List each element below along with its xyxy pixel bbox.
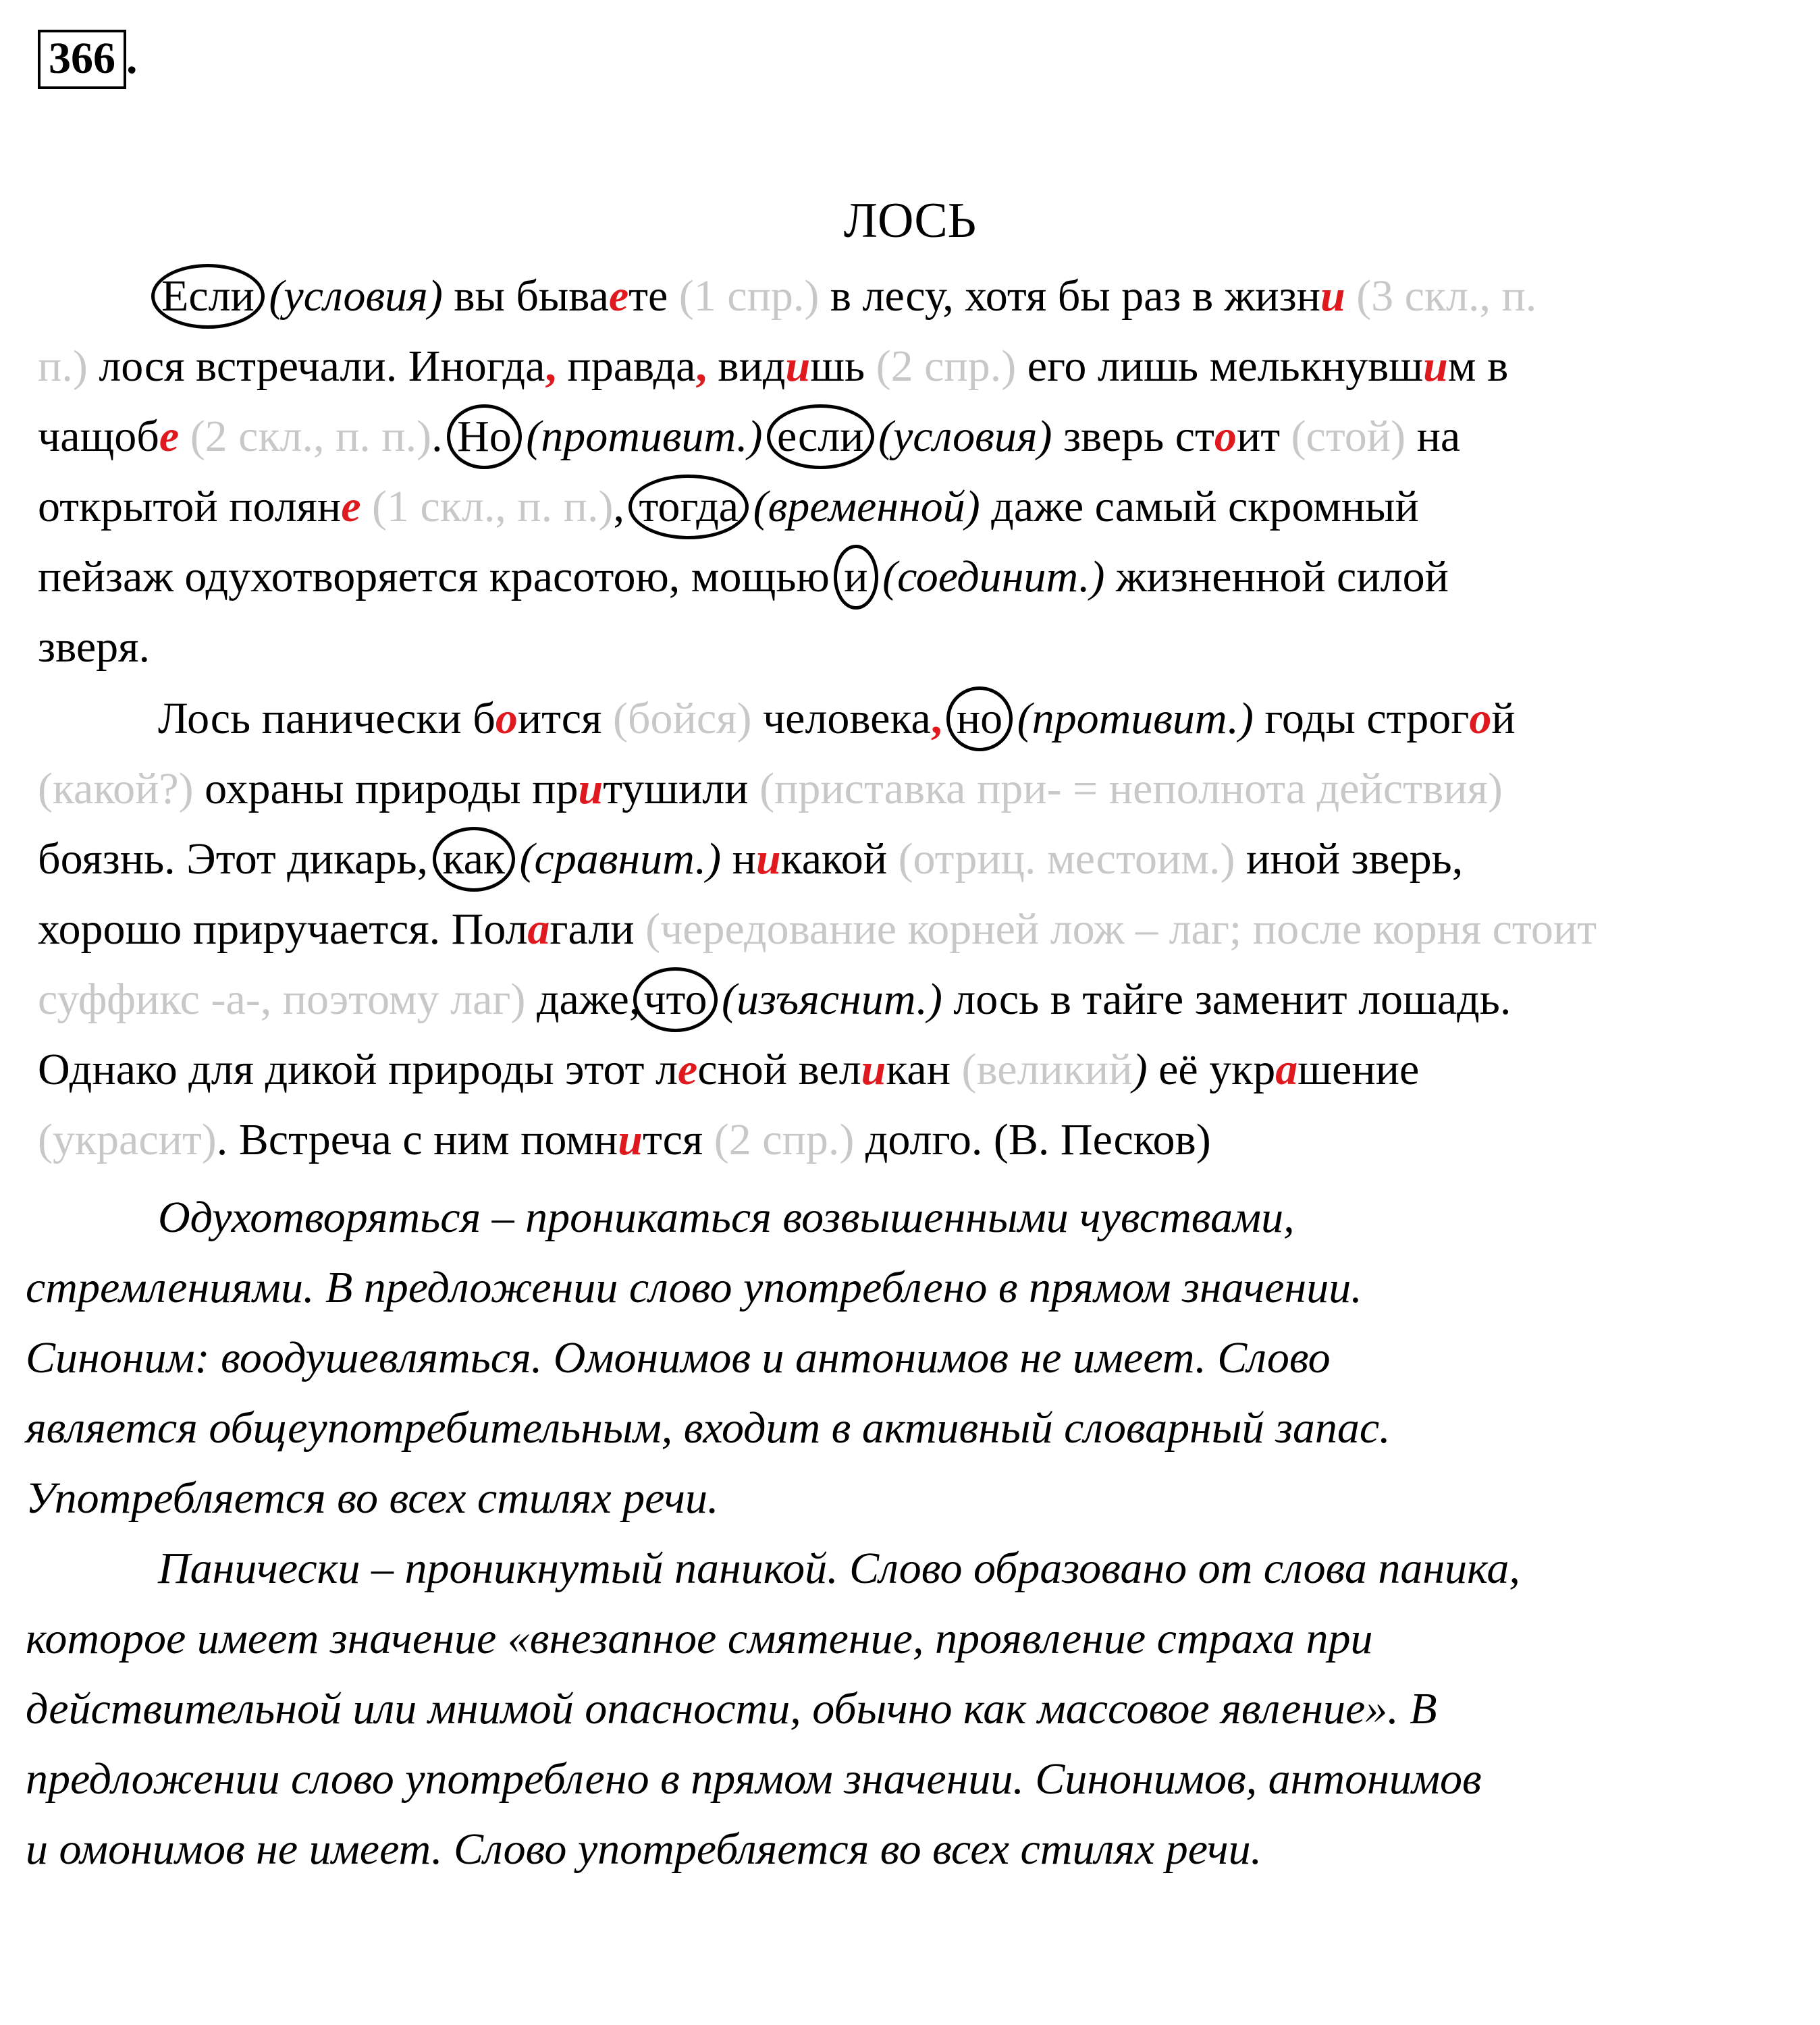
highlighted-letter: о: [1469, 694, 1492, 743]
text-title: ЛОСЬ: [843, 193, 977, 248]
conjunction-type-note: (противит.): [526, 412, 763, 461]
highlighted-letter: а: [527, 905, 550, 954]
highlighted-letter: и: [1320, 271, 1345, 321]
note-line: действительной или мнимой опасности, обычно как массовое явление». В: [26, 1684, 1437, 1733]
text-line: хорошо приручается. Полагали (чередование корней лож – лаг; после корня стоит: [38, 905, 1597, 954]
grammar-hint: суффикс -а-, поэтому лаг): [38, 975, 526, 1024]
highlighted-letter: и: [578, 764, 604, 813]
text-line: Лось панически боится (бойся) человека, но (противит.) годы строгой: [38, 684, 1766, 754]
word-note-2: [26, 1534, 1781, 1885]
text-line: пейзаж одухотворяется красотою, мощью и (соединит.) жизненной силой: [38, 542, 1766, 612]
word-note-1: [26, 1183, 1781, 1534]
task-number-box: 366: [38, 30, 126, 89]
conjunction-type-note: (сравнит.): [519, 834, 722, 884]
grammar-hint: (3 скл., п.: [1356, 271, 1537, 321]
text-line: п.) лося встречали. Иногда, правда, видишь (2 спр.) его лишь мелькнувшим в: [38, 342, 1509, 391]
circled-conjunction: если: [767, 404, 874, 469]
grammar-hint: а: [119, 1115, 139, 1164]
text-line: чащобе (2 скл., п. п.). Но (противит.) если (условия) зверь стоит (стой) на: [38, 402, 1766, 472]
text-line: Однако для дикой природы этот лесной великан (великий) её украшение: [38, 1045, 1420, 1094]
note-line: Одухотворяться – проникаться возвышенными чувствами,: [158, 1193, 1295, 1242]
conjunction-type-note: (противит.): [1017, 694, 1254, 743]
highlighted-letter: и: [1423, 342, 1448, 391]
grammar-hint: (отриц. местоим.): [898, 834, 1235, 884]
highlighted-letter: е: [341, 482, 361, 531]
circled-conjunction: что: [633, 967, 717, 1032]
note-line: Панически – проникнутый паникой. Слово образовано от слова паника,: [158, 1544, 1520, 1593]
highlighted-letter: и: [861, 1045, 886, 1094]
grammar-hint: о: [113, 764, 136, 813]
grammar-hint: (2 спр.): [714, 1115, 855, 1164]
note-line: и омонимов не имеет. Слово употребляется во всех стилях речи.: [26, 1825, 1262, 1874]
grammar-hint: (1 спр.): [678, 271, 820, 321]
highlighted-letter: и: [785, 342, 811, 391]
grammar-hint: сит): [138, 1115, 217, 1164]
text-line: суффикс -а-, поэтому лаг) даже,что (изъяснит.) лось в тайге заменит лошадь.: [38, 965, 1766, 1035]
conjunction-type-note: (временной): [753, 482, 980, 531]
note-line: предложении слово употреблено в прямом значении. Синонимов, антонимов: [26, 1754, 1482, 1804]
grammar-hint: п.): [38, 342, 88, 391]
grammar-hint: (стой): [1291, 412, 1406, 461]
circled-conjunction: Если: [151, 264, 265, 329]
grammar-hint: (2 скл., п. п.): [190, 412, 432, 461]
highlighted-comma: ,: [930, 694, 942, 743]
highlighted-letter: е: [677, 1045, 698, 1094]
grammar-hint: (1 скл., п. п.): [372, 482, 614, 531]
highlighted-letter: е: [159, 412, 180, 461]
conjunction-type-note: (условия): [269, 271, 443, 321]
note-line: Синоним: воодушевляться. Омонимов и антонимов не имеет. Слово: [26, 1333, 1331, 1382]
highlighted-comma: ,: [545, 342, 556, 391]
grammar-hint: (укр: [38, 1115, 119, 1164]
main-text-paragraph-1: [38, 261, 1766, 682]
text-line: открытой поляне (1 скл., п. п.), тогда (временной) даже самый скромный: [38, 472, 1766, 542]
conjunction-type-note: (условия): [878, 412, 1052, 461]
conjunction-type-note: (изъяснит.): [722, 975, 942, 1024]
grammar-hint: (как: [38, 764, 113, 813]
conjunction-type-note: (соединит.): [882, 552, 1105, 601]
circled-conjunction: и: [834, 545, 878, 610]
task-number: 366 .: [38, 30, 138, 89]
note-line: Употребляется во всех стилях речи.: [26, 1474, 719, 1523]
text-line: (какой?) охраны природы притушили (приставка при- = неполнота действия): [38, 764, 1503, 813]
grammar-hint: и: [1039, 1045, 1063, 1094]
highlighted-letter: и: [618, 1115, 643, 1164]
grammar-hint: (2 спр.): [876, 342, 1017, 391]
note-line: которое имеет значение «внезапное смятение, проявление страха при: [26, 1614, 1373, 1663]
highlighted-letter: о: [495, 694, 518, 743]
grammar-hint: (бойся): [612, 694, 752, 743]
highlighted-comma: ,: [695, 342, 707, 391]
text-line: зверя.: [38, 622, 150, 672]
grammar-hint: (чередование корней лож – лаг; после корня стоит: [645, 905, 1597, 954]
highlighted-letter: е: [608, 271, 629, 321]
grammar-hint: й?): [135, 764, 194, 813]
text-line: Если (условия) вы бываете (1 спр.) в лесу, хотя бы раз в жизни (3 скл., п.: [38, 261, 1766, 331]
highlighted-letter: а: [1275, 1045, 1298, 1094]
main-text-paragraph-2: [38, 684, 1766, 1175]
circled-conjunction: как: [433, 827, 515, 892]
note-line: является общеупотребительным, входит в активный словарный запас.: [26, 1403, 1391, 1453]
highlighted-letter: о: [1214, 412, 1237, 461]
circled-conjunction: тогда: [628, 475, 749, 539]
grammar-hint: (вел: [961, 1045, 1040, 1094]
grammar-hint: кий: [1063, 1045, 1133, 1094]
circled-conjunction: Но: [447, 404, 522, 469]
highlighted-letter: и: [755, 834, 781, 884]
circled-conjunction: но: [946, 686, 1013, 751]
note-line: стремлениями. В предложении слово употреблено в прямом значении.: [26, 1263, 1362, 1312]
text-line: боязнь. Этот дикарь, как (сравнит.) никакой (отриц. местоим.) иной зверь,: [38, 824, 1766, 894]
text-line: (украсит). Встреча с ним помнится (2 спр.) долго. (В. Песков): [38, 1115, 1211, 1164]
grammar-hint: (приставка при- = неполнота действия): [759, 764, 1503, 813]
